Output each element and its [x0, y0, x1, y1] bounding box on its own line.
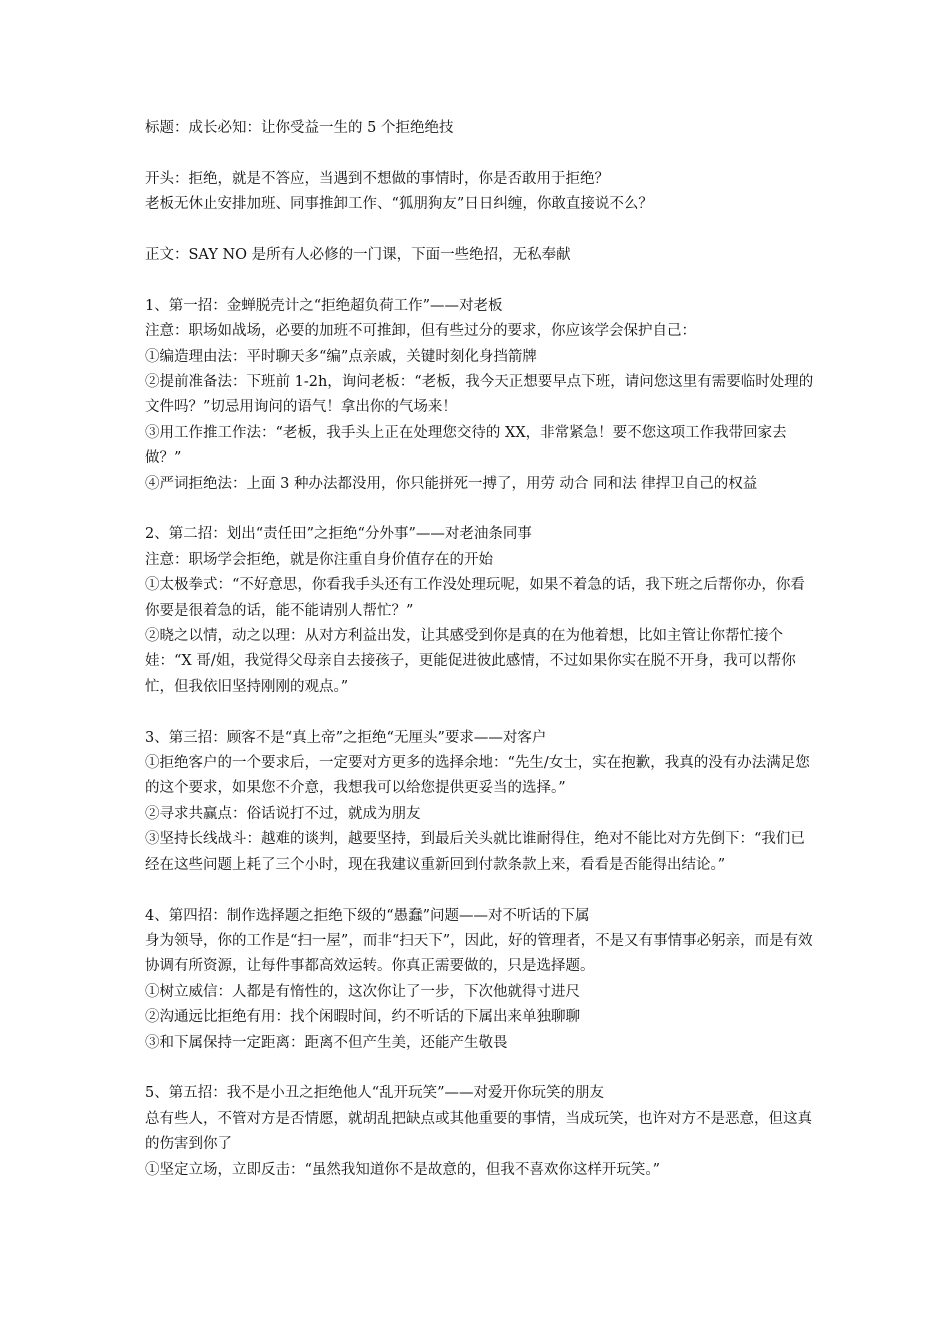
section-line: ①拒绝客户的一个要求后，一定要对方更多的选择余地：“先生/女士，实在抱歉，我真的没有办法满足您的这个要求，如果您不介意，我想我可以给您提供更妥当的选择。”: [145, 755, 810, 797]
section-line: ③用工作推工作法：“老板，我手头上正在处理您交待的 XX，非常紧急！要不您这项工作我带回家去做？”: [145, 424, 787, 467]
section-line: ②沟通远比拒绝有用：找个闲暇时间，约不听话的下属出来单独聊聊: [145, 1009, 580, 1026]
spacer: [145, 497, 815, 522]
spacer: [145, 141, 815, 166]
section-2: [145, 522, 815, 700]
section-heading: 2、第二招：划出“责任田”之拒绝“分外事”——对老油条同事: [145, 526, 532, 543]
section-heading: 3、第三招：顾客不是“真上帝”之拒绝“无厘头”要求——对客户: [145, 729, 547, 746]
section-line: ①太极拳式：“不好意思，你看我手头还有工作没处理玩呢，如果不着急的话，我下班之后帮你办，你看你要是很着急的话，能不能请别人帮忙？”: [145, 577, 805, 619]
spacer: [145, 878, 815, 903]
spacer: [145, 1056, 815, 1081]
section-heading: 5、第五招：我不是小丑之拒绝他人“乱开玩笑”——对爱开你玩笑的朋友: [145, 1085, 605, 1102]
section-line: ④严词拒绝法：上面 3 种办法都没用，你只能拼死一搏了，用劳 动合 同和法 律捍卫自己的权益: [145, 475, 758, 492]
section-line: ①坚定立场，立即反击：“虽然我知道你不是故意的，但我不喜欢你这样开玩笑。”: [145, 1161, 661, 1178]
spacer: [145, 218, 815, 243]
section-line: ③坚持长线战斗：越难的谈判，越要坚持，到最后关头就比谁耐得住，绝对不能比对方先倒下：“我们已经在这些问题上耗了三个小时，现在我建议重新回到付款条款上来，看看是否能得出结论。”: [145, 831, 805, 873]
section-line: ①树立威信：人都是有惰性的，这次你让了一步，下次他就得寸进尺: [145, 983, 580, 1000]
section-line: 注意：职场如战场，必要的加班不可推卸，但有些过分的要求，你应该学会保护自己：: [145, 323, 696, 340]
section-4: [145, 904, 815, 1056]
section-line: 总有些人，不管对方是否情愿，就胡乱把缺点或其他重要的事情，当成玩笑，也许对方不是恶意，但这真的伤害到你了: [145, 1110, 812, 1153]
section-line: ③和下属保持一定距离：距离不但产生美，还能产生敬畏: [145, 1034, 508, 1051]
section-line: ②提前准备法：下班前 1-2h，询问老板：“老板，我今天正想要早点下班，请问您这里有需要临时处理的文件吗？”切忌用询问的语气！拿出你的气场来！: [145, 374, 814, 416]
document-title: 标题：成长必知：让你受益一生的 5 个拒绝绝技: [145, 120, 454, 136]
section-line: ②晓之以情，动之以理：从对方利益出发，让其感受到你是真的在为他着想，比如主管让你帮忙接个娃：“X 哥/姐，我觉得父母亲自去接孩子，更能促进彼此感情，不过如果你实在脱不开身，我可以帮你忙，但我依旧坚持刚刚的观点。”: [145, 628, 796, 695]
body-intro: 正文：SAY NO 是所有人必修的一门课，下面一些绝招，无私奉献: [145, 247, 571, 263]
document-page: [145, 116, 815, 1183]
spacer: [145, 268, 815, 293]
intro-line: 老板无休止安排加班、同事推卸工作、“狐朋狗友”日日纠缠，你敢直接说不么？: [145, 196, 653, 213]
section-line: ②寻求共赢点：俗话说打不过，就成为朋友: [145, 805, 421, 822]
section-heading: 1、第一招：金蝉脱壳计之“拒绝超负荷工作”——对老板: [145, 297, 503, 314]
section-5: [145, 1081, 815, 1183]
section-line: 注意：职场学会拒绝，就是你注重自身价值存在的开始: [145, 551, 493, 568]
intro-line: 开头：拒绝，就是不答应，当遇到不想做的事情时，你是否敢用于拒绝？: [145, 170, 609, 187]
section-1: [145, 294, 815, 497]
spacer: [145, 700, 815, 725]
section-3: [145, 726, 815, 878]
section-heading: 4、第四招：制作选择题之拒绝下级的“愚蠢”问题——对不听话的下属: [145, 907, 590, 924]
section-line: ①编造理由法：平时聊天多“编”点亲戚，关键时刻化身挡箭牌: [145, 348, 537, 365]
section-line: 身为领导，你的工作是“扫一屋”，而非“扫天下”，因此，好的管理者，不是又有事情事必躬亲，而是有效协调有所资源，让每件事都高效运转。你真正需要做的，只是选择题。: [145, 932, 813, 975]
